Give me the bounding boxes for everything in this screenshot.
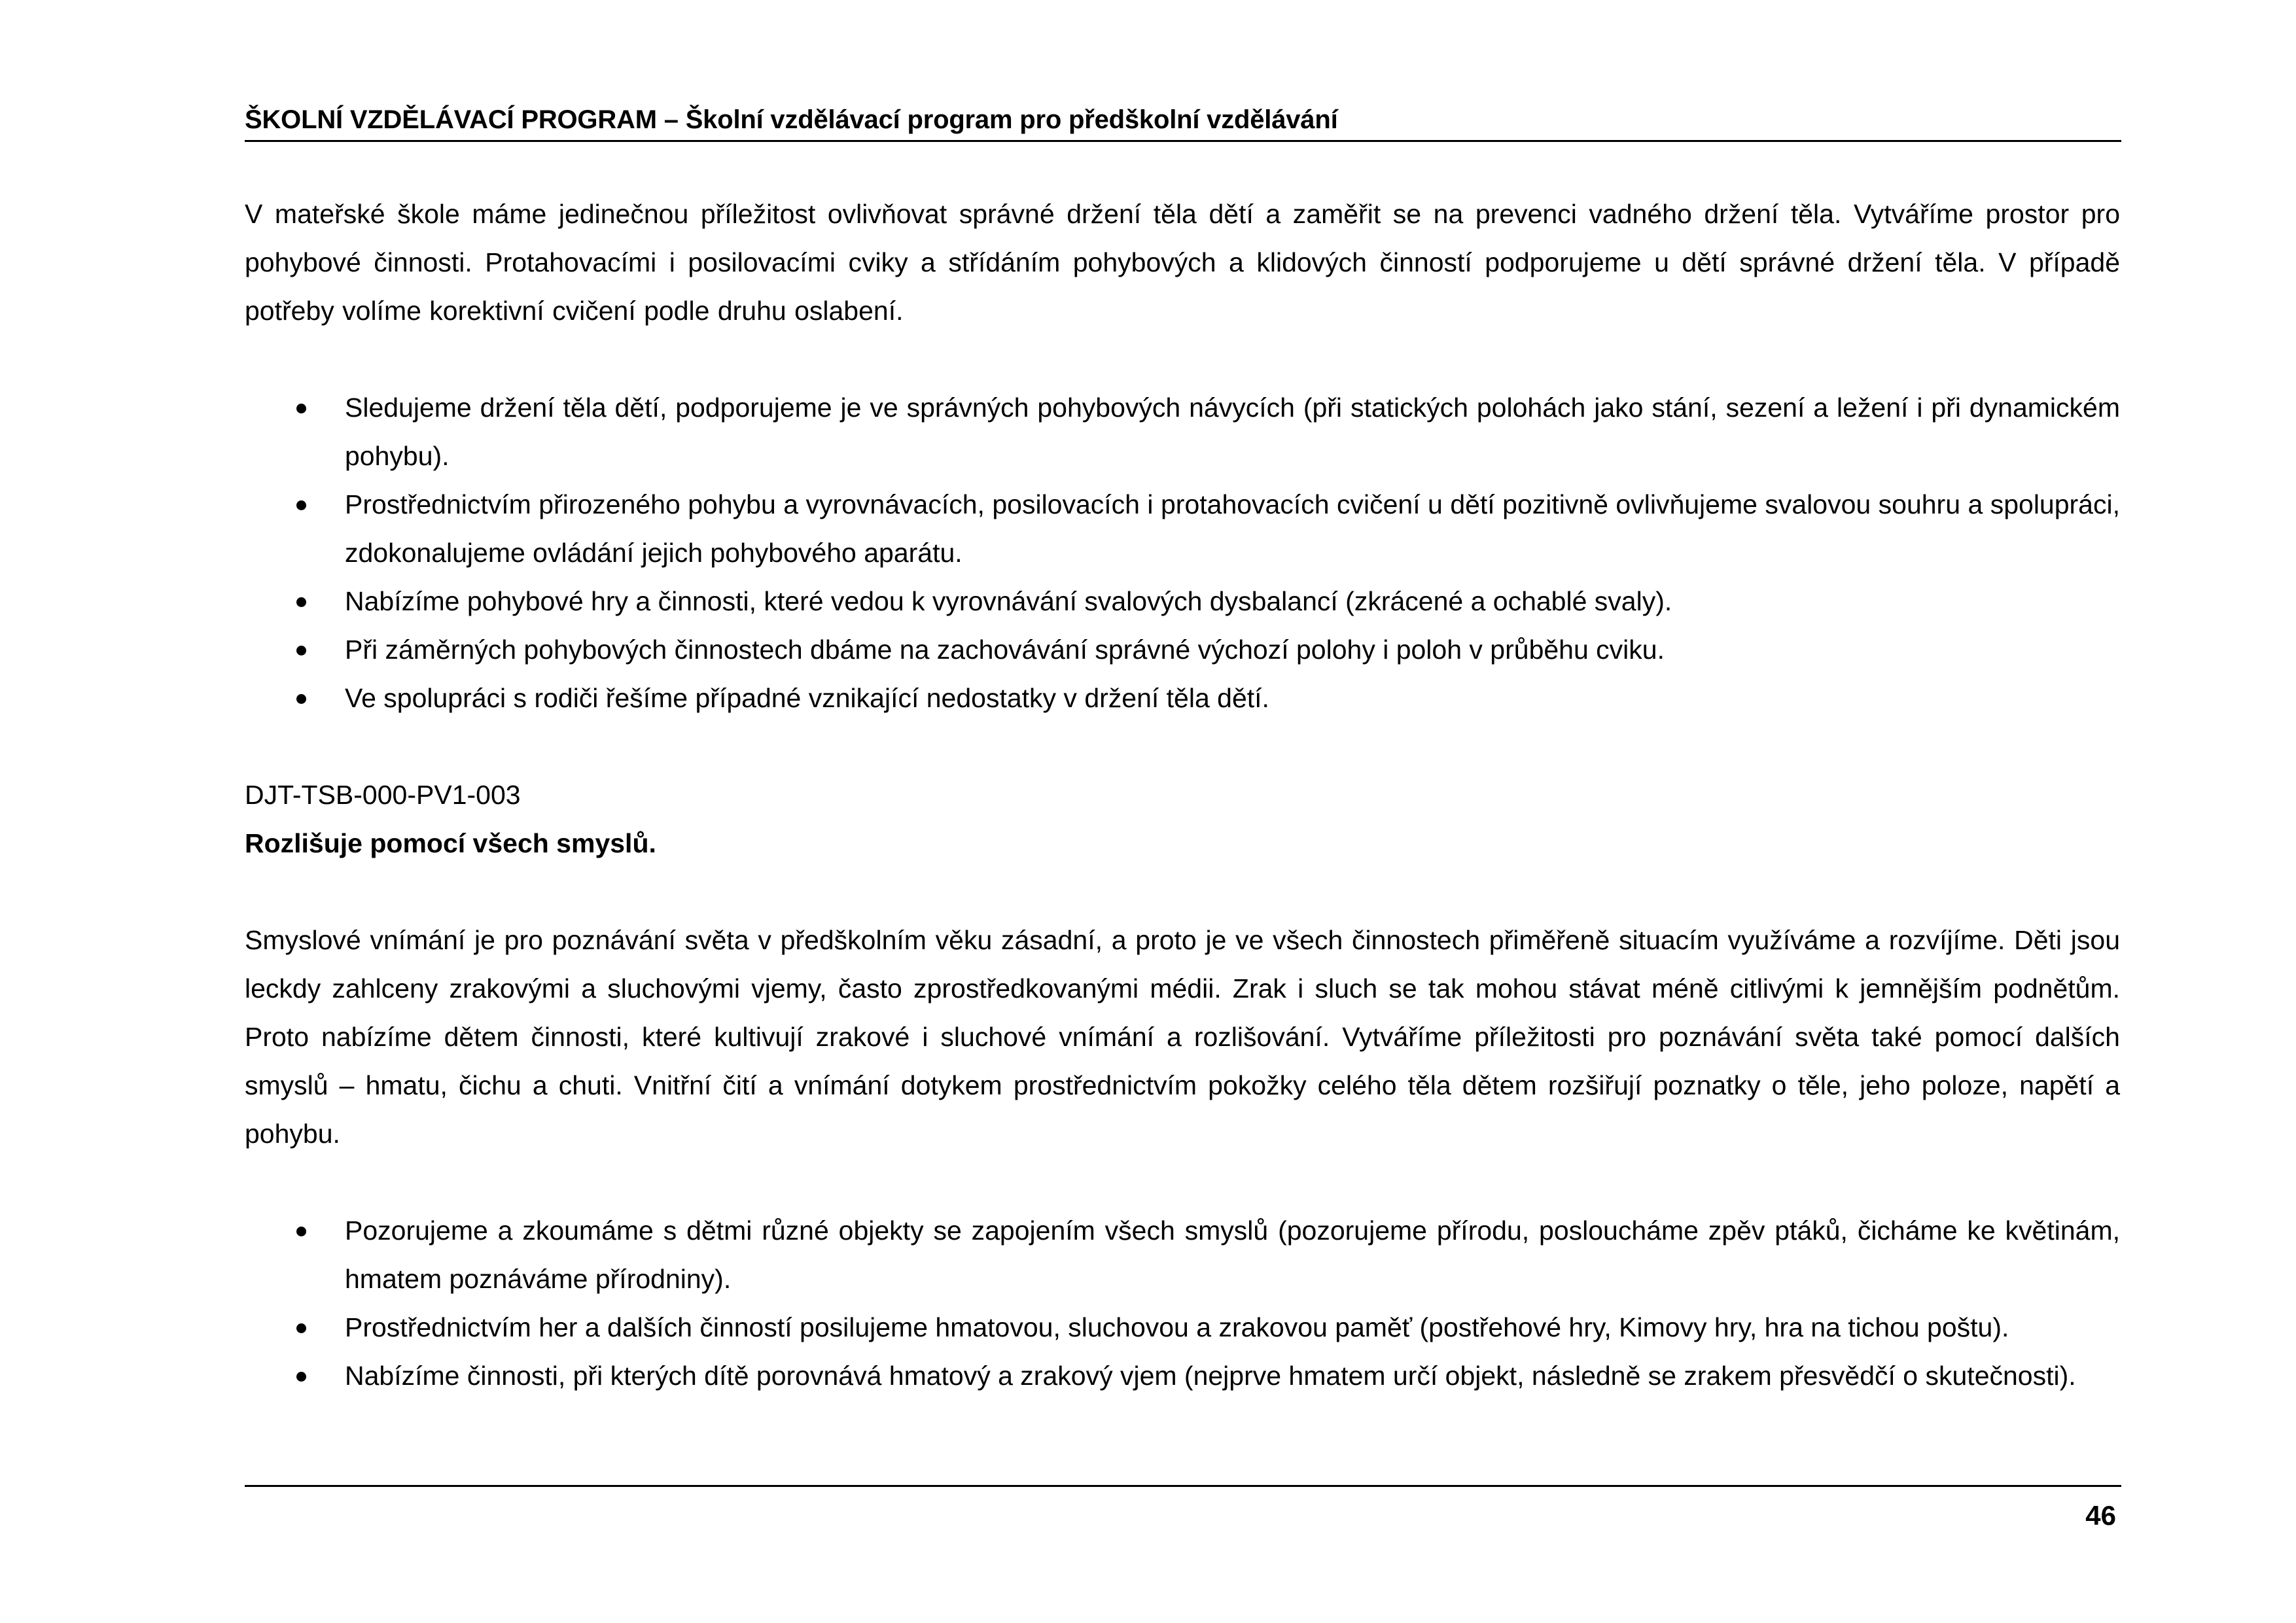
page-header <box>245 99 2121 142</box>
spacer <box>245 335 2120 383</box>
competency-code: DJT-TSB-000-PV1-003 <box>245 780 521 810</box>
list-item <box>245 625 2120 674</box>
list-item <box>245 1206 2120 1303</box>
spacer <box>245 867 2120 916</box>
list-item-text: Nabízíme činnosti, při kterých dítě porovnává hmatový a zrakový vjem (nejprve hmatem určí objekt, následně se zrakem přesvědčí o skutečnosti). <box>345 1361 2076 1391</box>
list-item-text: Při záměrných pohybových činnostech dbáme na zachovávání správné výchozí polohy i poloh v průběhu cviku. <box>345 635 1665 665</box>
bullet-icon <box>296 404 306 413</box>
bullet-icon <box>296 694 306 704</box>
list-item-text: Prostřednictvím přirozeného pohybu a vyrovnávacích, posilovacích i protahovacích cvičení u dětí pozitivně ovlivňujeme svalovou souhru a spolupráci, zdokonalujeme ovládání jejich pohybového aparátu. <box>345 489 2120 568</box>
bullet-icon <box>296 597 306 607</box>
list-item-text: Sledujeme držení těla dětí, podporujeme je ve správných pohybových návycích (při statických polohách jako stání, sezení a ležení i při dynamickém pohybu). <box>345 393 2120 471</box>
spacer <box>245 722 2120 771</box>
document-title: ŠKOLNÍ VZDĚLÁVACÍ PROGRAM – Školní vzdělávací program pro předškolní vzdělávání <box>245 105 1338 134</box>
spacer <box>245 1158 2120 1206</box>
bullet-icon <box>296 500 306 510</box>
list-item <box>245 577 2120 625</box>
list-item-text: Ve spolupráci s rodiči řešíme případné vznikající nedostatky v držení těla dětí. <box>345 683 1269 713</box>
bullet-icon <box>296 1227 306 1236</box>
section2-bullet-list <box>245 1206 2120 1400</box>
bullet-icon <box>296 646 306 655</box>
list-item <box>245 1352 2120 1400</box>
page-footer <box>245 1485 2121 1531</box>
bullet-icon <box>296 1372 306 1382</box>
list-item-text: Nabízíme pohybové hry a činnosti, které vedou k vyrovnávání svalových dysbalancí (zkrácené a ochablé svaly). <box>345 586 1672 616</box>
page-content <box>245 190 2120 1400</box>
list-item-text: Pozorujeme a zkoumáme s dětmi různé objekty se zapojením všech smyslů (pozorujeme přírodu, posloucháme zpěv ptáků, čicháme ke květinám, hmatem poznáváme přírodniny). <box>345 1215 2120 1294</box>
list-item <box>245 1303 2120 1352</box>
list-item <box>245 383 2120 480</box>
section1-intro-paragraph: V mateřské škole máme jedinečnou příležitost ovlivňovat správné držení těla dětí a zaměřit se na prevenci vadného držení těla. Vytváříme prostor pro pohybové činnosti. Protahovacími i posilovacími cviky a střídáním pohybových a klidových činností podporujeme u dětí správné držení těla. V případě potřeby volíme korektivní cvičení podle druhu oslabení. <box>245 199 2120 326</box>
section1-bullet-list <box>245 383 2120 722</box>
section2-intro-paragraph: Smyslové vnímání je pro poznávání světa v předškolním věku zásadní, a proto je ve všech činnostech přiměřeně situacím využíváme a rozvíjíme. Děti jsou leckdy zahlceny zrakovými a sluchovými vjemy, často zprostředkovanými médii. Zrak i sluch se tak mohou stávat méně citlivými k jemnějším podnětům. Proto nabízíme dětem činnosti, které kultivují zrakové i sluchové vnímání a rozlišování. Vytváříme příležitosti pro poznávání světa také pomocí dalších smyslů – hmatu, čichu a chuti. Vnitřní čití a vnímání dotykem prostřednictvím pokožky celého těla dětem rozšiřují poznatky o těle, jeho poloze, napětí a pohybu. <box>245 925 2120 1149</box>
list-item-text: Prostřednictvím her a dalších činností posilujeme hmatovou, sluchovou a zrakovou paměť (postřehové hry, Kimovy hry, hra na tichou poštu). <box>345 1312 2009 1342</box>
list-item <box>245 674 2120 722</box>
page-number: 46 <box>2085 1500 2116 1531</box>
section-heading: Rozlišuje pomocí všech smyslů. <box>245 828 656 858</box>
list-item <box>245 480 2120 577</box>
bullet-icon <box>296 1323 306 1333</box>
